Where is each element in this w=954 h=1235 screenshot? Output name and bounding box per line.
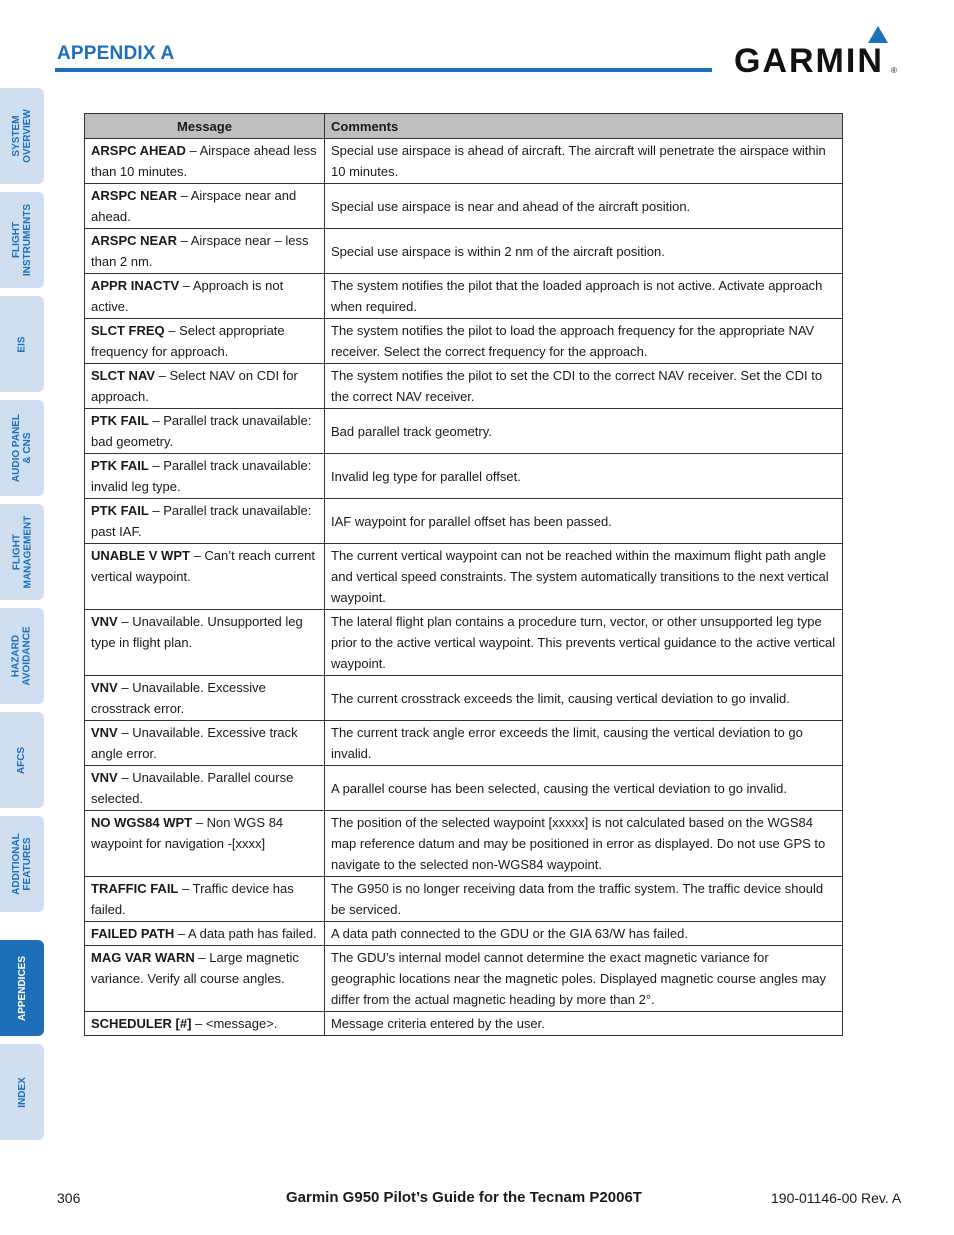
message-code: ARSPC NEAR <box>91 233 177 248</box>
section-title: APPENDIX A <box>57 43 175 64</box>
comment-cell: Special use airspace is within 2 nm of the aircraft position. <box>325 229 843 274</box>
tab-flight-management[interactable]: FLIGHT MANAGEMENT <box>0 504 44 600</box>
message-cell <box>85 946 325 1012</box>
message-cell <box>85 499 325 544</box>
message-cell <box>85 229 325 274</box>
brand-wordmark: GARMIN <box>734 42 884 80</box>
message-code: VNV <box>91 770 118 785</box>
tab-eis[interactable]: EIS <box>0 296 44 392</box>
table-row <box>85 946 843 1012</box>
table-row <box>85 544 843 610</box>
message-detail: – Parallel track unavailable: past IAF. <box>91 503 312 539</box>
message-cell <box>85 922 325 946</box>
table-row <box>85 499 843 544</box>
message-detail: – Airspace near – less than 2 nm. <box>91 233 309 269</box>
message-code: NO WGS84 WPT <box>91 815 193 830</box>
comment-cell: A data path connected to the GDU or the GIA 63/W has failed. <box>325 922 843 946</box>
tab-audio-panel-cns[interactable]: AUDIO PANEL & CNS <box>0 400 44 496</box>
tab-system-overview[interactable]: SYSTEM OVERVIEW <box>0 88 44 184</box>
page-number: 306 <box>57 1190 81 1206</box>
message-code: ARSPC NEAR <box>91 188 177 203</box>
message-detail: – A data path has failed. <box>174 926 317 941</box>
message-code: PTK FAIL <box>91 458 149 473</box>
tab-afcs[interactable]: AFCS <box>0 712 44 808</box>
comment-cell: The system notifies the pilot to load the approach frequency for the appropriate NAV receiver. Select the correct frequency for the approach. <box>325 319 843 364</box>
message-cell <box>85 610 325 676</box>
comment-cell: The system notifies the pilot that the loaded approach is not active. Activate approach when required. <box>325 274 843 319</box>
table-row <box>85 1012 843 1036</box>
registered-mark: ® <box>891 66 897 75</box>
comment-cell: Message criteria entered by the user. <box>325 1012 843 1036</box>
message-detail: – Approach is not active. <box>91 278 284 314</box>
message-code: TRAFFIC FAIL <box>91 881 179 896</box>
message-code: PTK FAIL <box>91 503 149 518</box>
message-code: VNV <box>91 725 118 740</box>
table-row <box>85 184 843 229</box>
comment-cell: The system notifies the pilot to set the CDI to the correct NAV receiver. Set the CDI to the correct NAV receiver. <box>325 364 843 409</box>
message-detail: – Traffic device has failed. <box>91 881 294 917</box>
table-row <box>85 721 843 766</box>
message-code: MAG VAR WARN <box>91 950 195 965</box>
column-header-message: Message <box>85 114 325 139</box>
table-row <box>85 766 843 811</box>
message-detail: – Airspace near and ahead. <box>91 188 297 224</box>
message-code: SLCT FREQ <box>91 323 165 338</box>
message-detail: – Unavailable. Excessive track angle error. <box>91 725 298 761</box>
comment-cell: The current vertical waypoint can not be reached within the maximum flight path angle and vertical speed constraints. The system automatically transitions to the next vertical waypoint. <box>325 544 843 610</box>
message-detail: – Unavailable. Excessive crosstrack error. <box>91 680 266 716</box>
message-detail: – Parallel track unavailable: invalid leg type. <box>91 458 312 494</box>
table-row <box>85 364 843 409</box>
message-detail: – Large magnetic variance. Verify all course angles. <box>91 950 299 986</box>
message-cell <box>85 409 325 454</box>
tab-hazard-avoidance[interactable]: HAZARD AVOIDANCE <box>0 608 44 704</box>
message-code: VNV <box>91 680 118 695</box>
message-detail: – Unavailable. Parallel course selected. <box>91 770 294 806</box>
comment-cell: A parallel course has been selected, causing the vertical deviation to go invalid. <box>325 766 843 811</box>
message-code: SLCT NAV <box>91 368 156 383</box>
comment-cell: The lateral flight plan contains a procedure turn, vector, or other unsupported leg type prior to the active vertical waypoint. This prevents vertical guidance to the active vertical waypoint. <box>325 610 843 676</box>
message-cell <box>85 721 325 766</box>
comment-cell: The current track angle error exceeds the limit, causing the vertical deviation to go invalid. <box>325 721 843 766</box>
message-detail: – Can’t reach current vertical waypoint. <box>91 548 315 584</box>
message-cell <box>85 184 325 229</box>
comment-cell: Invalid leg type for parallel offset. <box>325 454 843 499</box>
comment-cell: Special use airspace is near and ahead of the aircraft position. <box>325 184 843 229</box>
column-header-comments: Comments <box>325 114 843 139</box>
message-code: SCHEDULER [#] <box>91 1016 192 1031</box>
message-cell <box>85 454 325 499</box>
comment-cell: IAF waypoint for parallel offset has been passed. <box>325 499 843 544</box>
message-cell <box>85 319 325 364</box>
message-code: FAILED PATH <box>91 926 175 941</box>
tab-additional-features[interactable]: ADDITIONAL FEATURES <box>0 816 44 912</box>
comment-cell: Bad parallel track geometry. <box>325 409 843 454</box>
message-detail: – Airspace ahead less than 10 minutes. <box>91 143 317 179</box>
comment-cell: The current crosstrack exceeds the limit, causing vertical deviation to go invalid. <box>325 676 843 721</box>
table-row <box>85 877 843 922</box>
header-rule <box>55 68 712 72</box>
message-cell <box>85 274 325 319</box>
message-cell <box>85 544 325 610</box>
message-cell <box>85 139 325 184</box>
comment-cell: Special use airspace is ahead of aircraft. The aircraft will penetrate the airspace within 10 minutes. <box>325 139 843 184</box>
message-detail: – <message>. <box>191 1016 278 1031</box>
message-table <box>84 113 843 1036</box>
message-code: VNV <box>91 614 118 629</box>
comment-cell: The position of the selected waypoint [xxxxx] is not calculated based on the WGS84 map reference datum and may be positioned in error as displayed. Do not use GPS to navigate to the selected non-WGS84 waypoint. <box>325 811 843 877</box>
table-row <box>85 139 843 184</box>
tab-appendices[interactable]: APPENDICES <box>0 940 44 1036</box>
message-detail: – Select appropriate frequency for approach. <box>91 323 285 359</box>
message-code: APPR INACTV <box>91 278 180 293</box>
table-row <box>85 229 843 274</box>
tab-flight-instruments[interactable]: FLIGHT INSTRUMENTS <box>0 192 44 288</box>
message-cell <box>85 676 325 721</box>
message-code: PTK FAIL <box>91 413 149 428</box>
table-row <box>85 454 843 499</box>
message-detail: – Non WGS 84 waypoint for navigation -[xxxx] <box>91 815 284 851</box>
table-row <box>85 274 843 319</box>
comment-cell: The GDU’s internal model cannot determine the exact magnetic variance for geographic locations near the magnetic poles. Displayed magnetic course angles may differ from the actual magnetic heading by more than 2°. <box>325 946 843 1012</box>
message-cell <box>85 364 325 409</box>
message-cell <box>85 811 325 877</box>
message-cell <box>85 766 325 811</box>
table-row <box>85 922 843 946</box>
table-row <box>85 319 843 364</box>
table-row <box>85 409 843 454</box>
message-detail: – Unavailable. Unsupported leg type in flight plan. <box>91 614 303 650</box>
table-row <box>85 676 843 721</box>
table-header-row <box>85 114 843 139</box>
message-detail: – Select NAV on CDI for approach. <box>91 368 298 404</box>
message-code: ARSPC AHEAD <box>91 143 186 158</box>
message-cell <box>85 1012 325 1036</box>
message-cell <box>85 877 325 922</box>
table-row <box>85 610 843 676</box>
table-row <box>85 811 843 877</box>
document-title: Garmin G950 Pilot’s Guide for the Tecnam P2006T <box>286 1189 642 1206</box>
message-code: UNABLE V WPT <box>91 548 190 563</box>
comment-cell: The G950 is no longer receiving data from the traffic system. The traffic device should be serviced. <box>325 877 843 922</box>
document-revision: 190-01146-00 Rev. A <box>771 1190 902 1206</box>
garmin-logo <box>734 26 898 80</box>
message-detail: – Parallel track unavailable: bad geometry. <box>91 413 312 449</box>
tab-index[interactable]: INDEX <box>0 1044 44 1140</box>
